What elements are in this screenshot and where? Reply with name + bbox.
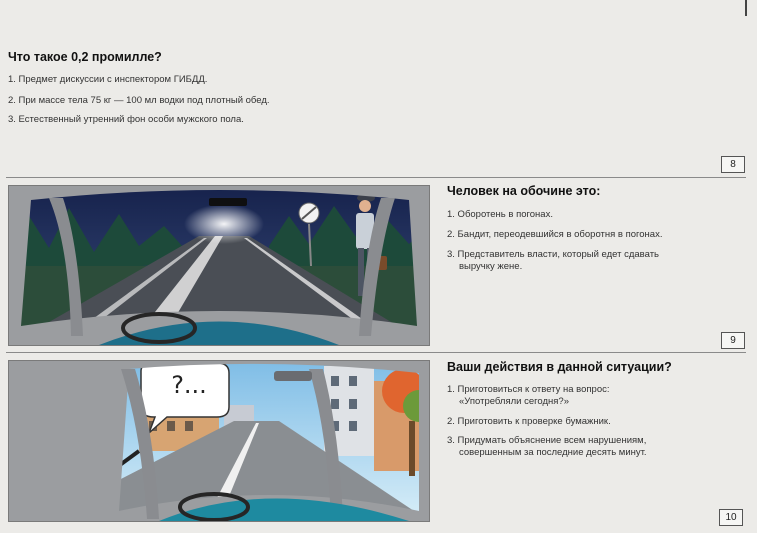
question-10-option-1-cont: «Употребляли сегодня?» — [459, 396, 569, 407]
question-10-option-2: 2. Приготовить к проверке бумажник. — [447, 416, 611, 427]
night-road-illustration — [8, 185, 430, 346]
page-number-9: 9 — [721, 332, 745, 349]
question-10-title: Ваши действия в данной ситуации? — [447, 360, 672, 374]
question-8-title: Что такое 0,2 промилле? — [8, 50, 162, 64]
question-9-title: Человек на обочине это: — [447, 184, 601, 198]
question-10-option-1: 1. Приготовиться к ответу на вопрос: — [447, 384, 610, 395]
question-8-option-2: 2. При массе тела 75 кг — 100 мл водки под плотный обед. — [8, 95, 270, 106]
question-9-option-2: 2. Бандит, переодевшийся в оборотня в погонах. — [447, 229, 663, 240]
night-road-svg — [9, 186, 429, 345]
question-8-option-3: 3. Естественный утренний фон особи мужского пола. — [8, 114, 244, 125]
page-number-8: 8 — [721, 156, 745, 173]
question-8-option-1: 1. Предмет дискуссии с инспектором ГИБДД. — [8, 74, 208, 85]
question-9-option-1: 1. Оборотень в погонах. — [447, 209, 553, 220]
question-9-option-3: 3. Представитель власти, который едет сдавать — [447, 249, 660, 260]
divider-9 — [6, 352, 746, 353]
question-9-option-3-cont: выручку жене. — [459, 261, 523, 272]
page-number-10: 10 — [719, 509, 743, 526]
speech-bubble-text: ?... — [171, 371, 207, 399]
question-10-option-3: 3. Придумать объяснение всем нарушениям, — [447, 435, 647, 446]
day-road-illustration — [8, 360, 430, 522]
divider-8 — [6, 177, 746, 178]
top-edge-rule — [745, 0, 747, 16]
question-10-option-3-cont: совершенным за последние десять минут. — [459, 447, 647, 458]
